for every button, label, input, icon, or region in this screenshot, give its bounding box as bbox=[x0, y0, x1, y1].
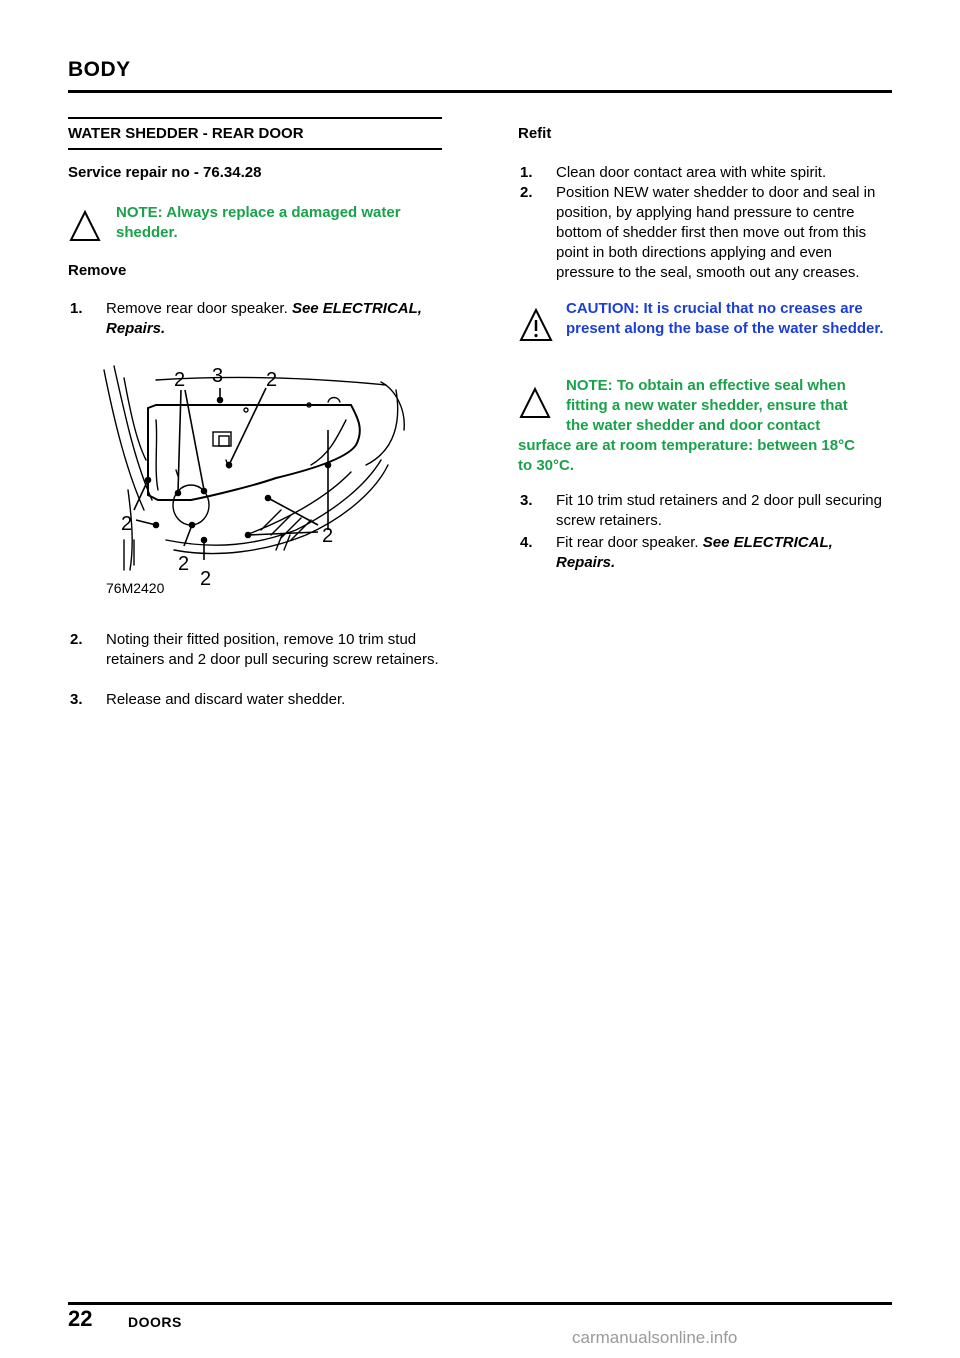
note-icon bbox=[68, 208, 102, 242]
footer-rule bbox=[68, 1302, 892, 1305]
watermark: carmanualsonline.info bbox=[572, 1328, 738, 1347]
page-section-title: BODY bbox=[68, 58, 131, 81]
callout-label: 2 bbox=[322, 525, 334, 547]
step-text: Fit rear door speaker. bbox=[556, 534, 699, 551]
callout-label: 3 bbox=[212, 365, 224, 387]
step-text: Remove rear door speaker. bbox=[106, 300, 288, 317]
service-repair-number: Service repair no - 76.34.28 bbox=[68, 164, 262, 181]
cross-reference-link[interactable]: See ELECTRICAL, Repairs. bbox=[106, 300, 422, 337]
footer-section-name: DOORS bbox=[128, 1314, 182, 1330]
remove-heading: Remove bbox=[68, 262, 127, 279]
step-text: Clean door contact area with white spirit. bbox=[556, 164, 827, 181]
note-room-temperature: NOTE: To obtain an effective seal when fitting a new water shedder, ensure that the water shedder and door contact surface are at room temperature: between 18°C to 30°C. bbox=[518, 377, 855, 474]
callout-label: 2 bbox=[200, 568, 212, 590]
figure-id: 76M2420 bbox=[106, 580, 165, 595]
callout-label: 2 bbox=[178, 553, 190, 575]
page-number: 22 bbox=[68, 1306, 93, 1331]
step-number: 4. bbox=[520, 534, 533, 551]
title-rule-top bbox=[68, 117, 442, 119]
step-number: 1. bbox=[520, 164, 533, 181]
caution-icon bbox=[518, 306, 554, 342]
step-number: 2. bbox=[520, 184, 533, 201]
step-text: Position NEW water shedder to door and seal in position, by applying hand pressure to centre bottom of shedder first then move out from this point in both directions applying and even pressure to the seal, smooth out any creases. bbox=[556, 184, 876, 281]
step-number: 1. bbox=[70, 300, 83, 317]
door-diagram-figure bbox=[96, 360, 426, 595]
cross-reference-link[interactable]: See ELECTRICAL, Repairs. bbox=[556, 534, 833, 571]
header-rule bbox=[68, 90, 892, 93]
callout-label: 2 bbox=[266, 369, 278, 391]
title-rule-bottom bbox=[68, 148, 442, 150]
callout-label: 2 bbox=[174, 369, 186, 391]
procedure-title: WATER SHEDDER - REAR DOOR bbox=[68, 125, 304, 142]
callout-label: 2 bbox=[121, 513, 133, 535]
step-text: Fit 10 trim stud retainers and 2 door pull securing screw retainers. bbox=[556, 492, 882, 529]
caution-no-creases: CAUTION: It is crucial that no creases are present along the base of the water shedder. bbox=[566, 300, 884, 337]
step-number: 3. bbox=[520, 492, 533, 509]
refit-heading: Refit bbox=[518, 125, 552, 142]
step-number: 2. bbox=[70, 631, 83, 648]
step-text: Release and discard water shedder. bbox=[106, 691, 346, 708]
note-replace-shedder: NOTE: Always replace a damaged water shedder. bbox=[116, 204, 401, 241]
step-number: 3. bbox=[70, 691, 83, 708]
step-text: Noting their fitted position, remove 10 trim stud retainers and 2 door pull securing screw retainers. bbox=[106, 631, 439, 668]
